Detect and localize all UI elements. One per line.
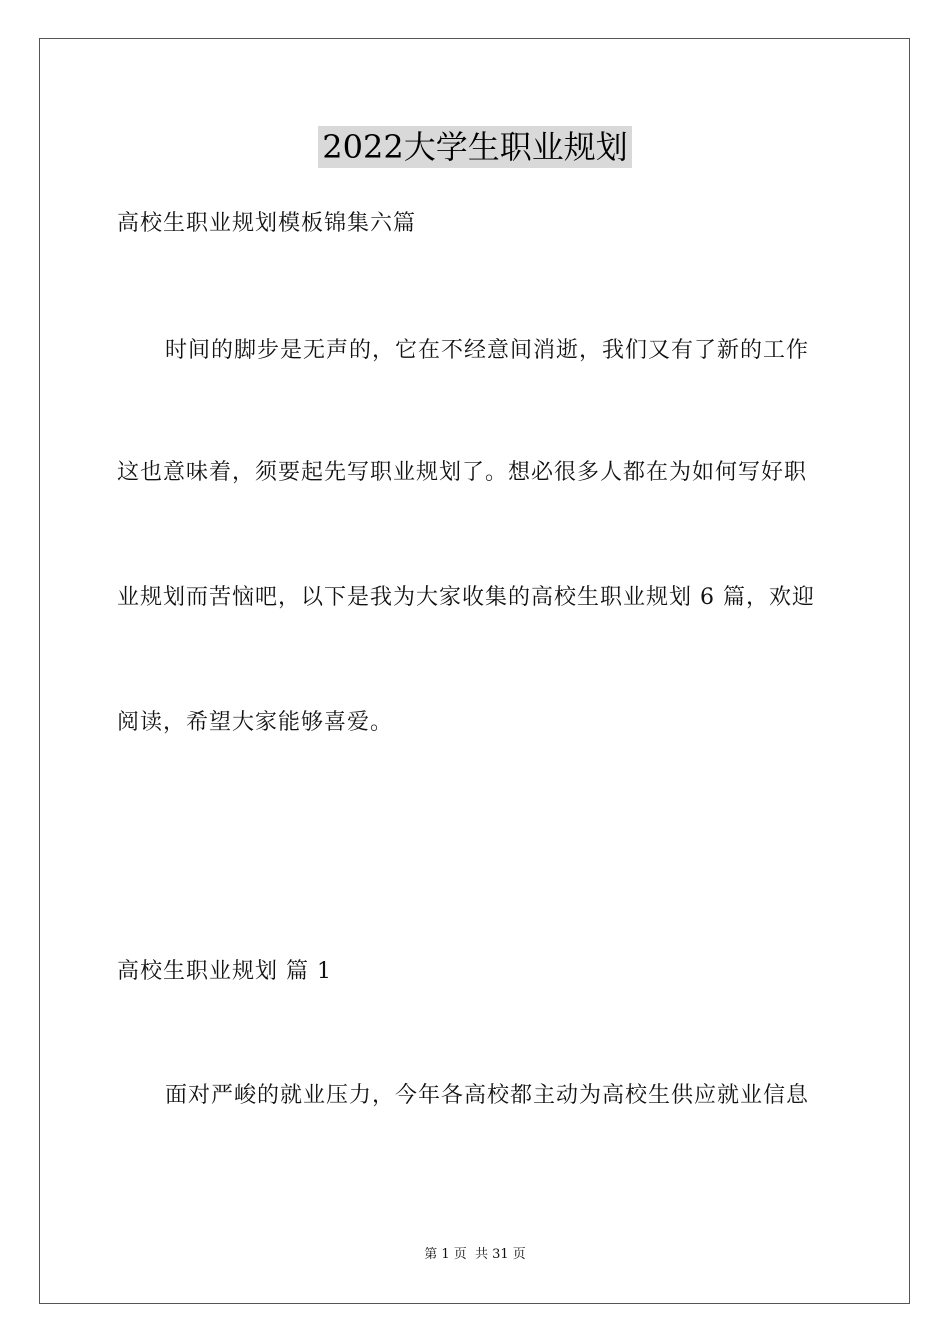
document-title: 2022大学生职业规划 xyxy=(318,126,631,168)
paragraph-line: 阅读，希望大家能够喜爱。 xyxy=(117,710,394,735)
paragraph-line: 时间的脚步是无声的，它在不经意间消逝，我们又有了新的工作 xyxy=(165,338,810,363)
paragraph-line: 这也意味着，须要起先写职业规划了。想必很多人都在为如何写好职 xyxy=(117,460,808,485)
paragraph-line: 面对严峻的就业压力，今年各高校都主动为高校生供应就业信息 xyxy=(165,1083,810,1108)
page-footer xyxy=(0,1246,950,1264)
total-pages: 共 31 页 xyxy=(474,1247,526,1262)
paragraph-line: 业规划而苦恼吧，以下是我为大家收集的高校生职业规划 6 篇，欢迎 xyxy=(117,585,815,610)
document-subtitle: 高校生职业规划模板锦集六篇 xyxy=(117,211,417,236)
page-number: 第 1 页 xyxy=(424,1247,467,1262)
section-heading: 高校生职业规划 篇 1 xyxy=(117,959,332,984)
title-container xyxy=(0,126,950,168)
